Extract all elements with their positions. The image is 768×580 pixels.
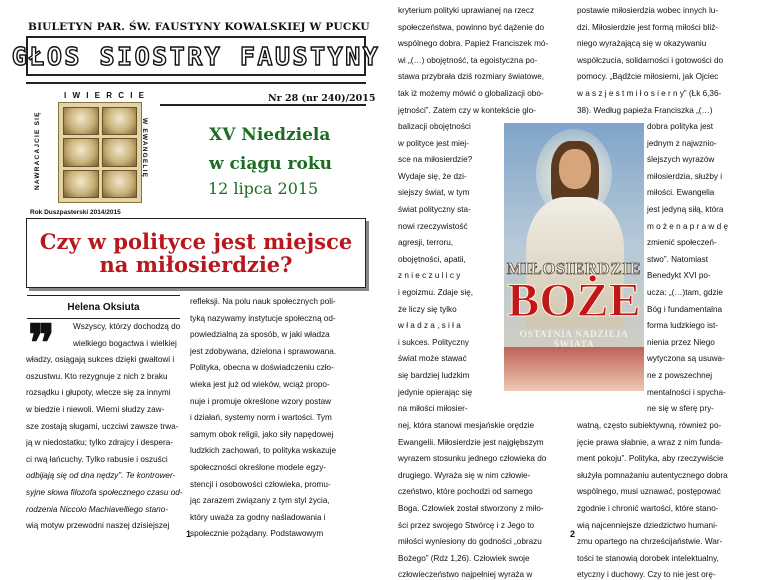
text-line: Bożego” (Rdz 1,26). Człowiek swoje <box>398 553 530 563</box>
relief-panel <box>102 170 138 198</box>
text-line: jętności”. Zatem czy w kontekście glo- <box>398 105 536 115</box>
divine-mercy-image <box>504 123 644 391</box>
masthead-title: GŁOS SIOSTRY FAUSTYNY <box>11 41 381 71</box>
text-line: etyczny i duchowy. Czy to nie jest orę- <box>577 570 716 580</box>
text-line: kryterium polityki uprawianej na rzecz <box>398 6 535 15</box>
masthead-subtitle: I W I E R C I E <box>64 91 147 100</box>
text-line: obojętności, apatii, <box>398 254 466 264</box>
text-line: Benedykt XVI po- <box>647 271 711 281</box>
sunday-title-line2: w ciągu roku <box>209 154 332 174</box>
text-line: społeczności określone modele egzy- <box>190 463 327 472</box>
page-number: 2 <box>570 529 576 539</box>
text-line: rodzenia Niccolo Machiavelliego stano- <box>26 504 168 514</box>
relief-panel <box>102 138 138 166</box>
text-line: Boga. Człowiek został stworzony z miło- <box>398 504 544 513</box>
divider-rule <box>160 104 366 106</box>
poster-title-line1: MIŁOSIERDZIE <box>506 259 642 278</box>
text-line: i egoizmu. Zdaje się, <box>398 288 474 297</box>
relief-panel <box>63 138 99 166</box>
text-line: jest jedyną siłą, która <box>647 205 724 214</box>
text-line: siejszy świat, w tym <box>398 188 470 198</box>
text-line: samym obok religii, jako siły napędowej <box>190 429 334 439</box>
quote-mark-icon: ❞ <box>28 313 55 372</box>
figure-face <box>559 149 591 189</box>
bulletin-header: BIULETYN PAR. ŚW. FAUSTYNY KOWALSKIEJ W PUCKU <box>28 21 370 33</box>
sunday-title-line1: XV Niedziela <box>209 125 331 145</box>
text-line: w a s z j e s t m i ł o s i e r n y” (Łk 6,36- <box>577 89 722 98</box>
text-line: 38). Według papieża Franciszka „(…) <box>577 105 713 115</box>
text-line: ne się w sferę pry- <box>647 404 714 414</box>
text-line: balizacji obojętności <box>398 122 471 131</box>
page-one <box>0 0 384 543</box>
text-line: który uważa za godny naśladowania i <box>190 512 326 522</box>
text-line: zgodnie i chronić wartości, które stano- <box>577 504 719 513</box>
text-line: Wszyscy, którzy dochodzą do <box>73 322 181 331</box>
text-line: odbijają się od dna nędzy”. Te kontrower- <box>26 471 176 481</box>
text-line: wią motyw przewodni naszej dzisiejszej <box>26 521 170 531</box>
author-name: Helena Oksiuta <box>67 301 140 313</box>
text-line: stawa przybrała dziś rozmiary światowe, <box>398 72 545 82</box>
text-line: wi „(…) obojętność, ta egoistyczna po- <box>398 55 538 65</box>
text-line: wytyczona są usuwa- <box>647 354 725 364</box>
masthead <box>11 36 381 76</box>
text-line: niego wyrażającą się w okazywaniu <box>577 39 707 49</box>
article-title-box <box>26 218 366 288</box>
text-line: oszustwu. Kto rezygnuje z nich z braku <box>26 371 168 381</box>
relief-panel <box>63 170 99 198</box>
text-line: powiedzialną za sposób, w jaki władza <box>190 330 330 340</box>
text-line: miłości wyniesiony do godności „obrazu <box>398 537 542 547</box>
text-line: dobra polityka jest <box>647 122 713 131</box>
text-line: sze zostają sługami, uczciwi zawsze trwa- <box>26 421 179 431</box>
text-line: wią najcenniejsze dziedzictwo humani- <box>577 520 718 530</box>
text-line: tości te stanowią dorobek intelektualny, <box>577 553 719 563</box>
text-line: stencji i osobowości człowieka, promu- <box>190 479 331 489</box>
text-line: dzi. Miłosierdzie jest formą miłości bliź- <box>577 22 719 32</box>
text-line: jest zdobywana, dzielona i sprawowana. <box>190 346 337 356</box>
text-line: w polityce jest miej- <box>398 138 469 148</box>
text-line: i działań, systemy norm i wartości. Tym <box>190 413 332 423</box>
pastoral-year: Rok Duszpasterski 2014/2015 <box>30 209 121 216</box>
poster-subtitle: OSTATNIA NADZIEJA ŚWIATA <box>519 330 629 350</box>
text-line: agresji, terroru, <box>398 238 454 248</box>
text-line: człowieczeństwo najpełniej wyraża w <box>398 570 533 580</box>
text-line: wielkiego bogactwa i wielkiej <box>73 338 177 348</box>
text-line: wieka jest już od wieków, wciąż propo- <box>190 380 330 389</box>
text-line: wspólnego dobra. Papież Franciszek mó- <box>398 39 549 49</box>
text-line: Ewangelii. Miłosierdzie jest najgłębszym <box>398 437 544 447</box>
poster-rays <box>504 347 644 391</box>
text-line: nienia przez Niego <box>647 337 715 347</box>
text-line: współczucia, solidarności i gotowości do <box>577 55 724 65</box>
text-line: m o ż e n a p r a w d ę <box>647 221 729 231</box>
text-line: tyką nazywamy instytucje społeczną od- <box>190 313 336 323</box>
text-line: ci rwą łańcuchy. Tylko rabusie i oszuści <box>26 454 168 464</box>
text-line: watną, często subiektywną, również po- <box>577 421 722 430</box>
text-line: i sukces. Polityczny <box>398 337 469 347</box>
text-line: świat może stawać <box>398 354 467 364</box>
evangelists-icon-image <box>58 102 142 203</box>
text-line: świat polityczny sta- <box>398 205 471 214</box>
text-line: społeczeństwa, powinno być dążenie do <box>398 22 545 32</box>
text-line: że liczy się tylko <box>398 304 457 314</box>
text-line: na miłości miłosier- <box>398 404 468 414</box>
text-line: ucza: „(…)tam, gdzie <box>647 288 723 297</box>
text-line: miłosierdzia, służby i <box>647 171 723 181</box>
relief-panel <box>102 107 138 135</box>
text-line: pomocy. „Bądźcie miłosierni, jak Ojciec <box>577 72 719 82</box>
text-line: ślejszych wyrazów <box>647 155 715 165</box>
text-line: sce na miłosierdzie? <box>398 155 473 165</box>
text-line: władzy, osiągają sukces dzięki gwałtowi i <box>26 355 175 365</box>
relief-panel <box>63 107 99 135</box>
text-line: zmienić społeczeń- <box>647 238 717 248</box>
text-line: ludzkich zachowań, to polityka wskazuje <box>190 446 337 456</box>
vertical-label-right: W EWANGELIĘ <box>141 118 148 179</box>
text-line: Polityka, obecna w doświadczeniu czło- <box>190 363 334 373</box>
issue-number: Nr 28 (nr 240)/2015 <box>268 93 376 104</box>
text-line: refleksji. Na polu nauk społecznych poli- <box>190 297 336 306</box>
text-line: nuje i promuje określone wzory postaw <box>190 396 332 406</box>
text-line: ści przez swojego Stwórcę i z Jego to <box>398 520 535 530</box>
article-title-line2: na miłosierdzie? <box>99 252 293 277</box>
text-line: ją w niedostatku; tylko zdrajcy i desperа- <box>26 438 173 448</box>
text-line: forma ludzkiego ist- <box>647 321 718 331</box>
issue-date: 12 lipca 2015 <box>208 179 319 198</box>
text-line: wyrazem stosunku jednego człowieka do <box>398 454 547 464</box>
text-line: Bóg i fundamentalna <box>647 304 723 314</box>
text-line: społecznie pożądany. Podstawowym <box>190 529 324 539</box>
article-title-line1: Czy w polityce jest miejsce <box>39 229 353 254</box>
text-line: nej, która stanowi mesjańskie orędzie <box>398 421 535 430</box>
text-line: postawie miłosierdzia wobec innych lu- <box>577 6 719 15</box>
text-line: jęcie prawa słabnie, a wraz z nim funda- <box>577 437 723 447</box>
text-line: jednym z najwznio- <box>647 138 717 148</box>
text-line: syjne słowa filozofa społecznego czasu od- <box>26 488 183 497</box>
text-line: w biedzie i niewoli. Wierni słudzy zaw- <box>26 405 165 414</box>
text-line: rozsądku i głupoty, wlecze się za innymi <box>26 388 171 398</box>
text-line: jąc zarazem związany z tym styl życia, <box>190 496 330 506</box>
text-line: drugiego. Wyraża się w nim człowie- <box>398 470 531 480</box>
text-line: stwo”. Natomiast <box>647 254 708 264</box>
text-line: się bardziej ludzkim <box>398 371 470 380</box>
page-number: 1 <box>186 529 192 539</box>
text-line: tak iż możemy mówić o globalizacji obo- <box>398 89 544 98</box>
text-line: Wydaje się, że dzi- <box>398 171 467 181</box>
text-line: zmu opartego na chrześcijaństwie. War- <box>577 537 723 547</box>
text-line: wspólnego, musi uznawać, postępować <box>577 487 721 497</box>
text-line: nowi rzeczywistość <box>398 221 468 231</box>
poster-title-line2: BOŻE <box>507 274 641 327</box>
divider-rule <box>26 82 366 84</box>
text-line: czeństwo, które pochodzi od samego <box>398 487 533 497</box>
text-line: jedynie opierając się <box>398 387 473 397</box>
text-line: miłości. Ewangelia <box>647 188 715 198</box>
text-line: mentalności i spycha- <box>647 387 726 397</box>
text-line: w ł a d z a , s i ł a <box>398 321 461 331</box>
text-line: ment pokoju”. Polityka, aby rzeczywiście <box>577 454 724 464</box>
text-line: służyła pomnażaniu autentycznego dobra <box>577 470 728 480</box>
text-line: ne z powszechnej <box>647 371 713 380</box>
text-line: z n i e c z u l i c y <box>398 271 461 281</box>
vertical-label-left: NAWRACAJCIE SIĘ <box>34 111 41 190</box>
